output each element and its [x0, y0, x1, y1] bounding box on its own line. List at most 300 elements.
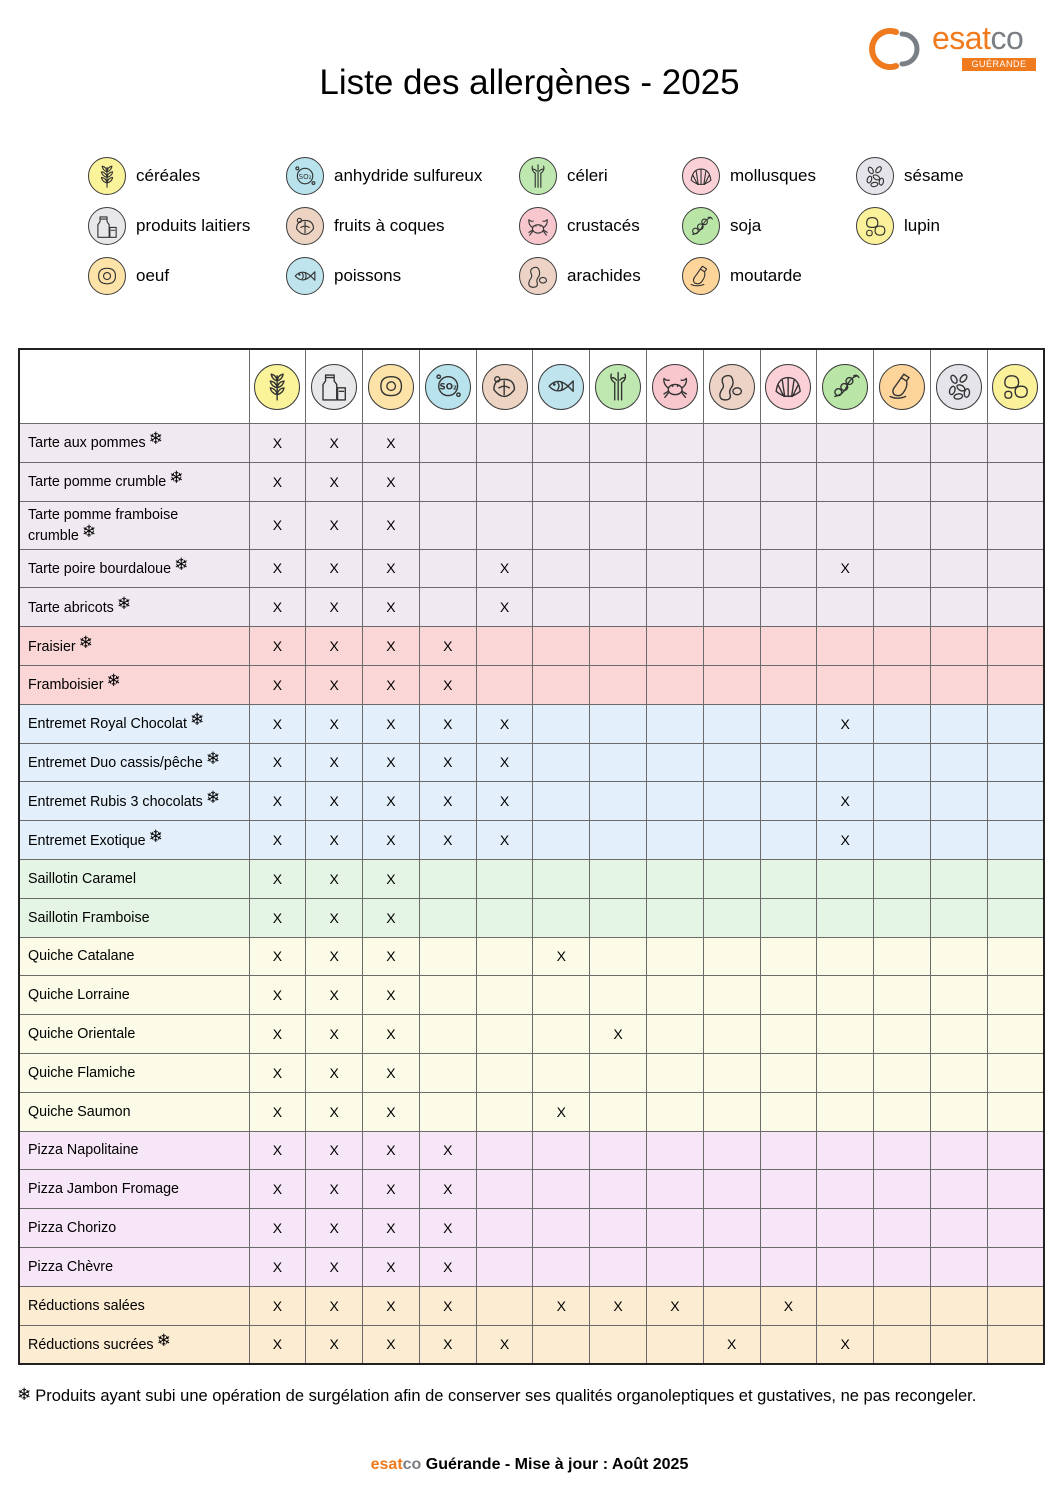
allergen-cell-sesame: [930, 1092, 987, 1131]
allergen-cell-sesame: [930, 1170, 987, 1209]
legend-item-moutarde: [682, 254, 802, 298]
allergen-cell-crustaces: [646, 1170, 703, 1209]
allergen-cell-so2: X: [419, 1131, 476, 1170]
allergen-cell-mollusques: [760, 1247, 817, 1286]
allergen-cell-poisson: [533, 627, 590, 666]
allergen-cell-moutarde: [874, 1286, 931, 1325]
allergen-legend: [0, 0, 1059, 320]
snowflake-icon: ❄: [17, 1385, 32, 1404]
allergen-cell-cereales: X: [249, 424, 306, 463]
allergen-cell-crustaces: [646, 937, 703, 976]
allergen-cell-noix: X: [476, 704, 533, 743]
allergen-cell-moutarde: [874, 1092, 931, 1131]
allergen-cell-moutarde: [874, 1170, 931, 1209]
sesame-icon: [856, 157, 894, 195]
legend-label-poisson: poissons: [334, 266, 402, 285]
column-header-so2: [419, 349, 476, 424]
allergen-cell-celeri: [590, 1325, 647, 1364]
allergen-cell-so2: X: [419, 1209, 476, 1248]
legend-label-soja: soja: [730, 216, 762, 235]
allergen-cell-soja: [817, 424, 874, 463]
product-name-text: Tarte pomme framboise crumble: [28, 506, 179, 544]
column-header-arachides: [703, 349, 760, 424]
allergen-cell-oeuf: X: [363, 1092, 420, 1131]
allergen-cell-cereales: X: [249, 782, 306, 821]
allergen-cell-sesame: [930, 462, 987, 501]
product-name: [19, 1170, 249, 1209]
legend-label-sesame: sésame: [904, 166, 964, 185]
legend-item-mollusques: [682, 154, 816, 198]
allergen-cell-mollusques: [760, 1015, 817, 1054]
allergen-cell-celeri: [590, 782, 647, 821]
svg-text:SO₂: SO₂: [298, 171, 312, 181]
allergen-cell-mollusques: [760, 976, 817, 1015]
allergen-cell-celeri: [590, 627, 647, 666]
allergen-cell-crustaces: [646, 1209, 703, 1248]
allergen-cell-lupin: [987, 1209, 1044, 1248]
allergen-cell-crustaces: [646, 549, 703, 588]
allergen-cell-cereales: X: [249, 898, 306, 937]
allergen-cell-arachides: [703, 859, 760, 898]
allergen-cell-noix: [476, 1286, 533, 1325]
allergen-cell-moutarde: [874, 1131, 931, 1170]
allergen-cell-oeuf: X: [363, 704, 420, 743]
allergen-cell-so2: X: [419, 627, 476, 666]
allergen-cell-noix: X: [476, 743, 533, 782]
allergen-cell-arachides: [703, 976, 760, 1015]
allergen-cell-cereales: X: [249, 1325, 306, 1364]
legend-label-mollusques: mollusques: [730, 166, 816, 185]
mustard-icon: [879, 364, 925, 410]
allergen-cell-mollusques: [760, 859, 817, 898]
allergen-cell-celeri: [590, 1092, 647, 1131]
allergen-cell-crustaces: [646, 501, 703, 549]
allergen-cell-soja: [817, 462, 874, 501]
allergen-cell-celeri: [590, 665, 647, 704]
soy-icon: [822, 364, 868, 410]
allergen-cell-oeuf: X: [363, 501, 420, 549]
allergen-cell-noix: [476, 627, 533, 666]
snowflake-icon: ❄: [205, 748, 221, 768]
allergen-cell-lait: X: [306, 1015, 363, 1054]
product-name: [19, 424, 249, 463]
allergen-cell-lait: X: [306, 898, 363, 937]
allergen-cell-mollusques: [760, 704, 817, 743]
allergen-cell-sesame: [930, 859, 987, 898]
product-name: [19, 704, 249, 743]
logo-wordmark: esatco: [932, 20, 1024, 56]
product-name: [19, 976, 249, 1015]
fish-icon: [538, 364, 584, 410]
allergen-cell-sesame: [930, 627, 987, 666]
allergen-cell-celeri: [590, 859, 647, 898]
allergen-cell-poisson: [533, 501, 590, 549]
legend-item-lupin: [856, 204, 940, 248]
allergen-cell-soja: [817, 1053, 874, 1092]
wheat-icon: [88, 157, 126, 195]
allergen-cell-cereales: X: [249, 1209, 306, 1248]
allergen-cell-poisson: [533, 665, 590, 704]
table-row: [19, 1053, 1044, 1092]
shell-icon: [765, 364, 811, 410]
product-name: [19, 462, 249, 501]
allergen-cell-poisson: [533, 588, 590, 627]
product-name: [19, 588, 249, 627]
allergen-cell-lupin: [987, 1015, 1044, 1054]
allergen-cell-noix: [476, 976, 533, 1015]
allergen-cell-oeuf: X: [363, 627, 420, 666]
allergen-cell-lait: X: [306, 1247, 363, 1286]
allergen-cell-lait: X: [306, 1131, 363, 1170]
allergen-cell-soja: [817, 665, 874, 704]
allergen-cell-arachides: [703, 588, 760, 627]
allergen-cell-mollusques: [760, 1209, 817, 1248]
allergen-cell-poisson: X: [533, 937, 590, 976]
allergen-cell-lupin: [987, 743, 1044, 782]
page-title: Liste des allergènes - 2025: [319, 63, 740, 102]
product-name: [19, 898, 249, 937]
product-name: [19, 501, 249, 549]
allergen-cell-cereales: X: [249, 937, 306, 976]
allergen-cell-lupin: [987, 821, 1044, 860]
allergen-cell-crustaces: [646, 704, 703, 743]
allergen-cell-lupin: [987, 782, 1044, 821]
allergen-cell-moutarde: [874, 704, 931, 743]
allergen-cell-mollusques: [760, 549, 817, 588]
allergen-cell-arachides: [703, 1286, 760, 1325]
allergen-cell-crustaces: [646, 424, 703, 463]
allergen-cell-sesame: [930, 1325, 987, 1364]
allergen-cell-lait: X: [306, 1170, 363, 1209]
allergen-cell-poisson: [533, 821, 590, 860]
mustard-icon: [682, 257, 720, 295]
allergen-cell-lait: X: [306, 549, 363, 588]
allergen-cell-cereales: X: [249, 1247, 306, 1286]
svg-text:SO₂: SO₂: [439, 382, 457, 393]
allergen-cell-lait: X: [306, 627, 363, 666]
legend-item-lait: [88, 204, 250, 248]
allergen-cell-poisson: [533, 898, 590, 937]
product-name-text: Pizza Chorizo: [28, 1220, 117, 1237]
table-row: [19, 821, 1044, 860]
table-row: [19, 976, 1044, 1015]
product-name-text: Quiche Flamiche: [28, 1064, 136, 1081]
allergen-cell-soja: [817, 1286, 874, 1325]
product-name-text: Entremet Rubis 3 chocolats: [28, 793, 203, 810]
allergen-cell-soja: [817, 1092, 874, 1131]
allergen-cell-noix: X: [476, 821, 533, 860]
product-name-text: Pizza Chèvre: [28, 1258, 114, 1275]
allergen-cell-so2: [419, 976, 476, 1015]
allergen-cell-mollusques: [760, 898, 817, 937]
product-name-text: Fraisier: [28, 638, 76, 655]
product-name-text: Tarte abricots: [28, 599, 114, 616]
table-row: [19, 588, 1044, 627]
allergen-cell-arachides: [703, 1015, 760, 1054]
nut-icon: [482, 364, 528, 410]
allergen-cell-lait: X: [306, 1209, 363, 1248]
egg-icon: [368, 364, 414, 410]
snowflake-icon: ❄: [205, 787, 221, 807]
allergen-cell-oeuf: X: [363, 937, 420, 976]
allergen-cell-soja: [817, 1170, 874, 1209]
legend-item-oeuf: [88, 254, 169, 298]
page-footer: [0, 1456, 1059, 1474]
allergen-cell-lait: X: [306, 1325, 363, 1364]
allergen-cell-noix: [476, 1015, 533, 1054]
column-header-celeri: [590, 349, 647, 424]
allergen-cell-arachides: [703, 782, 760, 821]
allergen-cell-celeri: [590, 549, 647, 588]
milk-icon: [88, 207, 126, 245]
snowflake-icon: ❄: [78, 632, 93, 652]
allergen-cell-lait: X: [306, 665, 363, 704]
legend-label-arachides: arachides: [567, 266, 641, 285]
allergen-cell-moutarde: [874, 501, 931, 549]
allergen-cell-moutarde: [874, 898, 931, 937]
logo-tagline: GUÉRANDE: [962, 58, 1036, 71]
product-name: [19, 1131, 249, 1170]
legend-label-cereales: céréales: [136, 166, 201, 185]
allergen-cell-moutarde: [874, 1325, 931, 1364]
allergen-cell-soja: [817, 588, 874, 627]
allergen-cell-oeuf: X: [363, 549, 420, 588]
allergen-cell-so2: X: [419, 743, 476, 782]
allergen-cell-arachides: [703, 743, 760, 782]
allergen-cell-soja: [817, 1131, 874, 1170]
celery-icon: [595, 364, 641, 410]
egg-icon: [88, 257, 126, 295]
allergen-cell-moutarde: [874, 821, 931, 860]
product-name-text: Entremet Exotique: [28, 832, 146, 849]
allergen-cell-celeri: [590, 1131, 647, 1170]
allergen-cell-lupin: [987, 976, 1044, 1015]
allergen-cell-so2: [419, 898, 476, 937]
allergen-cell-lait: X: [306, 1092, 363, 1131]
allergen-cell-mollusques: X: [760, 1286, 817, 1325]
nut-icon: [286, 207, 324, 245]
table-row: [19, 782, 1044, 821]
allergen-cell-celeri: [590, 1170, 647, 1209]
product-name: [19, 627, 249, 666]
footer-brand-a: esat: [370, 1456, 403, 1473]
allergen-cell-noix: [476, 1247, 533, 1286]
allergen-cell-crustaces: [646, 1131, 703, 1170]
allergen-cell-moutarde: [874, 462, 931, 501]
allergen-cell-arachides: [703, 1170, 760, 1209]
allergen-cell-lait: X: [306, 743, 363, 782]
allergen-cell-moutarde: [874, 782, 931, 821]
table-corner-cell: [19, 349, 249, 424]
allergen-cell-moutarde: [874, 665, 931, 704]
allergen-cell-sesame: [930, 424, 987, 463]
legend-item-arachides: [519, 254, 641, 298]
allergen-cell-moutarde: [874, 937, 931, 976]
legend-item-celeri: [519, 154, 608, 198]
allergen-cell-crustaces: [646, 859, 703, 898]
allergen-cell-sesame: [930, 1015, 987, 1054]
peanut-icon: [709, 364, 755, 410]
product-name: [19, 859, 249, 898]
allergen-cell-oeuf: X: [363, 588, 420, 627]
allergen-cell-crustaces: X: [646, 1286, 703, 1325]
allergen-cell-moutarde: [874, 743, 931, 782]
allergen-cell-mollusques: [760, 743, 817, 782]
allergen-cell-poisson: [533, 704, 590, 743]
allergen-cell-cereales: X: [249, 821, 306, 860]
product-name-text: Pizza Jambon Fromage: [28, 1181, 179, 1198]
allergen-cell-arachides: [703, 627, 760, 666]
allergen-cell-mollusques: [760, 501, 817, 549]
allergen-cell-soja: [817, 501, 874, 549]
allergen-cell-so2: [419, 1092, 476, 1131]
allergen-cell-arachides: [703, 704, 760, 743]
column-header-lupin: [987, 349, 1044, 424]
allergen-cell-arachides: [703, 1131, 760, 1170]
column-header-cereales: [249, 349, 306, 424]
allergen-cell-noix: [476, 462, 533, 501]
product-name: [19, 743, 249, 782]
allergen-cell-oeuf: X: [363, 1209, 420, 1248]
allergen-cell-noix: [476, 898, 533, 937]
product-name: [19, 1247, 249, 1286]
allergen-cell-crustaces: [646, 821, 703, 860]
product-name: [19, 1053, 249, 1092]
column-header-sesame: [930, 349, 987, 424]
allergen-cell-celeri: [590, 821, 647, 860]
allergen-cell-moutarde: [874, 1209, 931, 1248]
allergen-cell-arachides: [703, 1209, 760, 1248]
table-row: [19, 704, 1044, 743]
product-name: [19, 1286, 249, 1325]
allergen-cell-cereales: X: [249, 501, 306, 549]
allergen-cell-sesame: [930, 937, 987, 976]
allergen-cell-so2: [419, 1015, 476, 1054]
product-name-text: Pizza Napolitaine: [28, 1142, 139, 1159]
allergen-cell-so2: [419, 1053, 476, 1092]
legend-label-crustaces: crustacés: [567, 216, 640, 235]
allergen-cell-sesame: [930, 1131, 987, 1170]
allergen-cell-mollusques: [760, 588, 817, 627]
allergen-cell-arachides: [703, 424, 760, 463]
allergen-cell-mollusques: [760, 1053, 817, 1092]
table-row: [19, 1247, 1044, 1286]
allergen-cell-cereales: X: [249, 1170, 306, 1209]
allergen-cell-crustaces: [646, 782, 703, 821]
product-name-text: Quiche Lorraine: [28, 987, 130, 1004]
allergen-cell-lupin: [987, 1053, 1044, 1092]
allergen-cell-noix: [476, 937, 533, 976]
allergen-cell-celeri: X: [590, 1015, 647, 1054]
allergen-cell-so2: X: [419, 704, 476, 743]
allergen-cell-moutarde: [874, 424, 931, 463]
allergen-cell-cereales: X: [249, 588, 306, 627]
allergen-cell-soja: X: [817, 704, 874, 743]
allergen-cell-poisson: [533, 1053, 590, 1092]
table-row: [19, 743, 1044, 782]
allergen-cell-mollusques: [760, 424, 817, 463]
product-name: [19, 1015, 249, 1054]
snowflake-icon: ❄: [169, 468, 184, 488]
allergen-cell-soja: [817, 1209, 874, 1248]
allergen-cell-lait: X: [306, 976, 363, 1015]
allergen-cell-poisson: X: [533, 1092, 590, 1131]
allergen-cell-lupin: [987, 1247, 1044, 1286]
allergen-cell-lupin: [987, 898, 1044, 937]
allergen-cell-lupin: [987, 1286, 1044, 1325]
allergen-cell-soja: X: [817, 549, 874, 588]
allergen-cell-mollusques: [760, 462, 817, 501]
allergen-cell-soja: [817, 1015, 874, 1054]
allergen-cell-soja: [817, 859, 874, 898]
product-name-text: Entremet Royal Chocolat: [28, 716, 187, 733]
allergen-cell-celeri: [590, 937, 647, 976]
allergen-cell-celeri: [590, 424, 647, 463]
allergen-cell-so2: X: [419, 1247, 476, 1286]
allergen-cell-lait: X: [306, 462, 363, 501]
allergen-cell-poisson: [533, 1015, 590, 1054]
allergen-cell-noix: [476, 501, 533, 549]
allergen-cell-moutarde: [874, 976, 931, 1015]
allergen-cell-moutarde: [874, 1015, 931, 1054]
allergen-cell-oeuf: X: [363, 898, 420, 937]
product-name: [19, 549, 249, 588]
legend-item-cereales: [88, 154, 200, 198]
allergen-cell-celeri: [590, 1209, 647, 1248]
allergen-cell-celeri: [590, 898, 647, 937]
allergen-table: [18, 348, 1045, 1365]
product-name-text: Quiche Saumon: [28, 1103, 131, 1120]
allergen-cell-cereales: X: [249, 627, 306, 666]
allergen-cell-celeri: [590, 976, 647, 1015]
allergen-cell-cereales: X: [249, 665, 306, 704]
allergen-cell-arachides: [703, 462, 760, 501]
product-name-text: Quiche Catalane: [28, 948, 135, 965]
allergen-cell-crustaces: [646, 1247, 703, 1286]
allergen-cell-cereales: X: [249, 859, 306, 898]
table-row: [19, 1325, 1044, 1364]
allergen-cell-oeuf: X: [363, 782, 420, 821]
allergen-cell-lupin: [987, 627, 1044, 666]
allergen-cell-lait: X: [306, 1053, 363, 1092]
allergen-cell-soja: X: [817, 782, 874, 821]
product-name-text: Tarte pomme crumble: [28, 474, 167, 491]
allergen-cell-soja: [817, 937, 874, 976]
frozen-footnote: [17, 1386, 976, 1406]
allergen-cell-oeuf: X: [363, 1131, 420, 1170]
allergen-cell-arachides: [703, 665, 760, 704]
soy-icon: [682, 207, 720, 245]
allergen-cell-sesame: [930, 821, 987, 860]
snowflake-icon: ❄: [156, 1330, 171, 1350]
allergen-cell-celeri: [590, 462, 647, 501]
table-row: [19, 1092, 1044, 1131]
allergen-cell-moutarde: [874, 859, 931, 898]
column-header-moutarde: [874, 349, 931, 424]
table-row: [19, 1209, 1044, 1248]
allergen-cell-poisson: [533, 976, 590, 1015]
allergen-cell-soja: [817, 743, 874, 782]
sulfite-icon: [286, 157, 324, 195]
allergen-cell-mollusques: [760, 782, 817, 821]
allergen-cell-lait: X: [306, 821, 363, 860]
allergen-cell-crustaces: [646, 898, 703, 937]
allergen-cell-mollusques: [760, 1092, 817, 1131]
allergen-cell-so2: [419, 937, 476, 976]
allergen-cell-lupin: [987, 937, 1044, 976]
footnote-text: Produits ayant subi une opération de surgélation afin de conserver ses qualités organoleptiques et gustatives, ne pas recongeler.: [35, 1387, 977, 1405]
column-header-oeuf: [363, 349, 420, 424]
